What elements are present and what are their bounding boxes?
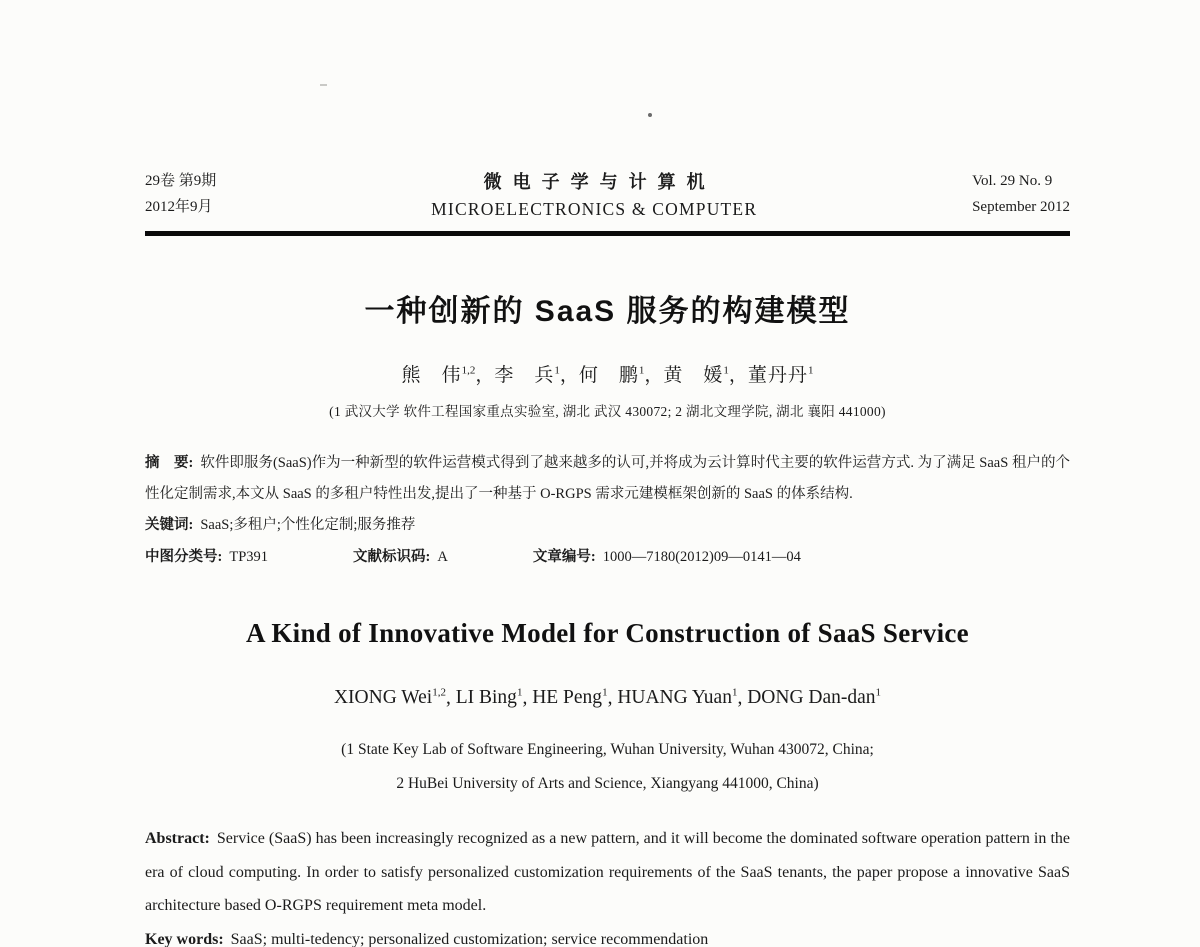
author-affil-mark: 1: [554, 364, 560, 377]
author-separator: ，: [728, 364, 748, 386]
author-affil-mark: 1: [516, 686, 523, 699]
keywords-en: [145, 923, 1070, 947]
volume-number: Vol. 29 No. 9: [972, 173, 1053, 189]
journal-name-cn: 微电子学与计算机: [483, 172, 716, 193]
author-name: DONG Dan-dan: [747, 687, 876, 709]
clc-label: 中图分类号:: [145, 548, 223, 565]
affiliation-en: [145, 733, 1070, 800]
author-cn: [402, 365, 476, 386]
author-cn: [748, 365, 814, 386]
author-en: [747, 687, 881, 708]
author-en: [617, 687, 737, 708]
volume-info: [972, 168, 1070, 221]
document-code-label: 文献标识码:: [353, 548, 431, 565]
author-separator: ，: [644, 364, 664, 386]
article-id-value: 1000—7180(2012)09—0141—04: [602, 548, 801, 565]
article-id-label: 文章编号:: [532, 548, 596, 565]
author-separator: ，: [559, 364, 579, 386]
author-separator: ,: [445, 687, 456, 709]
author-cn: [494, 365, 560, 386]
author-separator: ,: [737, 687, 748, 709]
author-name: HE Peng: [532, 687, 603, 709]
journal-header: [145, 168, 1070, 221]
article-title-en: A Kind of Innovative Model for Construction of SaaS Service: [246, 617, 969, 648]
article-meta: [145, 543, 1070, 572]
document-code: [353, 543, 448, 572]
authors-cn: [145, 360, 1070, 387]
affiliation-en-line1: (1 State Key Lab of Software Engineering, Wuhan University, Wuhan 430072, China;: [341, 741, 874, 759]
author-affil-mark: 1: [731, 686, 738, 699]
article-title-cn: 一种创新的 SaaS 服务的构建模型: [364, 294, 851, 328]
abstract-label-cn: 摘 要:: [145, 454, 194, 471]
author-separator: ，: [475, 364, 495, 386]
issue-info: [145, 168, 216, 221]
clc-value: TP391: [229, 548, 269, 565]
author-affil-mark: 1: [602, 686, 608, 699]
abstract-cn: [145, 448, 1070, 510]
author-name: 李 兵: [494, 364, 555, 386]
author-name: XIONG Wei: [333, 687, 433, 709]
author-name: 何 鹏: [578, 364, 639, 386]
author-affil-mark: 1: [807, 364, 814, 377]
author-separator: ,: [607, 687, 618, 709]
author-name: 黄 媛: [663, 364, 724, 386]
scan-artifact: [648, 113, 652, 117]
journal-title-block: [216, 168, 972, 220]
author-name: 董丹丹: [747, 364, 808, 386]
abstract-text-en: Service (SaaS) has been increasingly recognized as a new pattern, and it will become the dominated software operation pattern in the era of cloud computing. In order to satisfy personalized customization requirements of the SaaS tenants, the paper propose a innovative SaaS architecture based O-RGPS requirement meta model.: [145, 829, 1070, 915]
affiliation-cn: (1 武汉大学 软件工程国家重点实验室, 湖北 武汉 430072; 2 湖北文理学院, 湖北 襄阳 441000): [329, 403, 886, 419]
keywords-text-en: SaaS; multi-tedency; personalized customization; service recommendation: [230, 930, 709, 947]
author-name: 熊 伟: [401, 364, 462, 386]
author-en: [334, 687, 446, 708]
author-affil-mark: 1: [723, 364, 729, 377]
article-id: [533, 543, 801, 572]
author-name: HUANG Yuan: [617, 687, 732, 709]
affiliation-en-line2: 2 HuBei University of Arts and Science, Xiangyang 441000, China): [396, 774, 819, 792]
keywords-cn: [145, 511, 1070, 540]
author-affil-mark: 1: [875, 686, 882, 699]
journal-name-en: MICROELECTRONICS & COMPUTER: [431, 199, 758, 220]
author-affil-mark: 1,2: [461, 364, 476, 377]
author-cn: [579, 365, 645, 386]
clc-number: [145, 543, 268, 572]
author-en: [532, 687, 607, 708]
scan-artifact: [320, 84, 327, 86]
abstract-text-cn: 软件即服务(SaaS)作为一种新型的软件运营模式得到了越来越多的认可,并将成为云计算时代主要的软件运营方式. 为了满足 SaaS 租户的个性化定制需求,本文从 SaaS 的多租户特性出发,提出了一种基于 O-RGPS 需求元建模框架创新的 SaaS 的体系结构.: [145, 454, 1070, 502]
issue-date: 2012年9月: [145, 199, 213, 216]
document-code-value: A: [437, 548, 448, 565]
author-cn: [663, 365, 729, 386]
author-affil-mark: 1: [638, 364, 645, 377]
keywords-label-cn: 关键词:: [145, 516, 194, 533]
issue-volume: 29卷 第9期: [145, 173, 217, 189]
keywords-label-en: Key words:: [145, 930, 224, 947]
abstract-en: [145, 822, 1070, 923]
abstract-label-en: Abstract:: [145, 829, 210, 847]
author-affil-mark: 1,2: [432, 686, 446, 699]
author-name: LI Bing: [455, 687, 517, 709]
authors-en: [145, 687, 1070, 710]
author-separator: ,: [522, 687, 533, 709]
volume-date: September 2012: [972, 199, 1070, 216]
keywords-text-cn: SaaS;多租户;个性化定制;服务推荐: [200, 516, 416, 533]
header-rule: [145, 231, 1070, 236]
author-en: [456, 687, 523, 708]
